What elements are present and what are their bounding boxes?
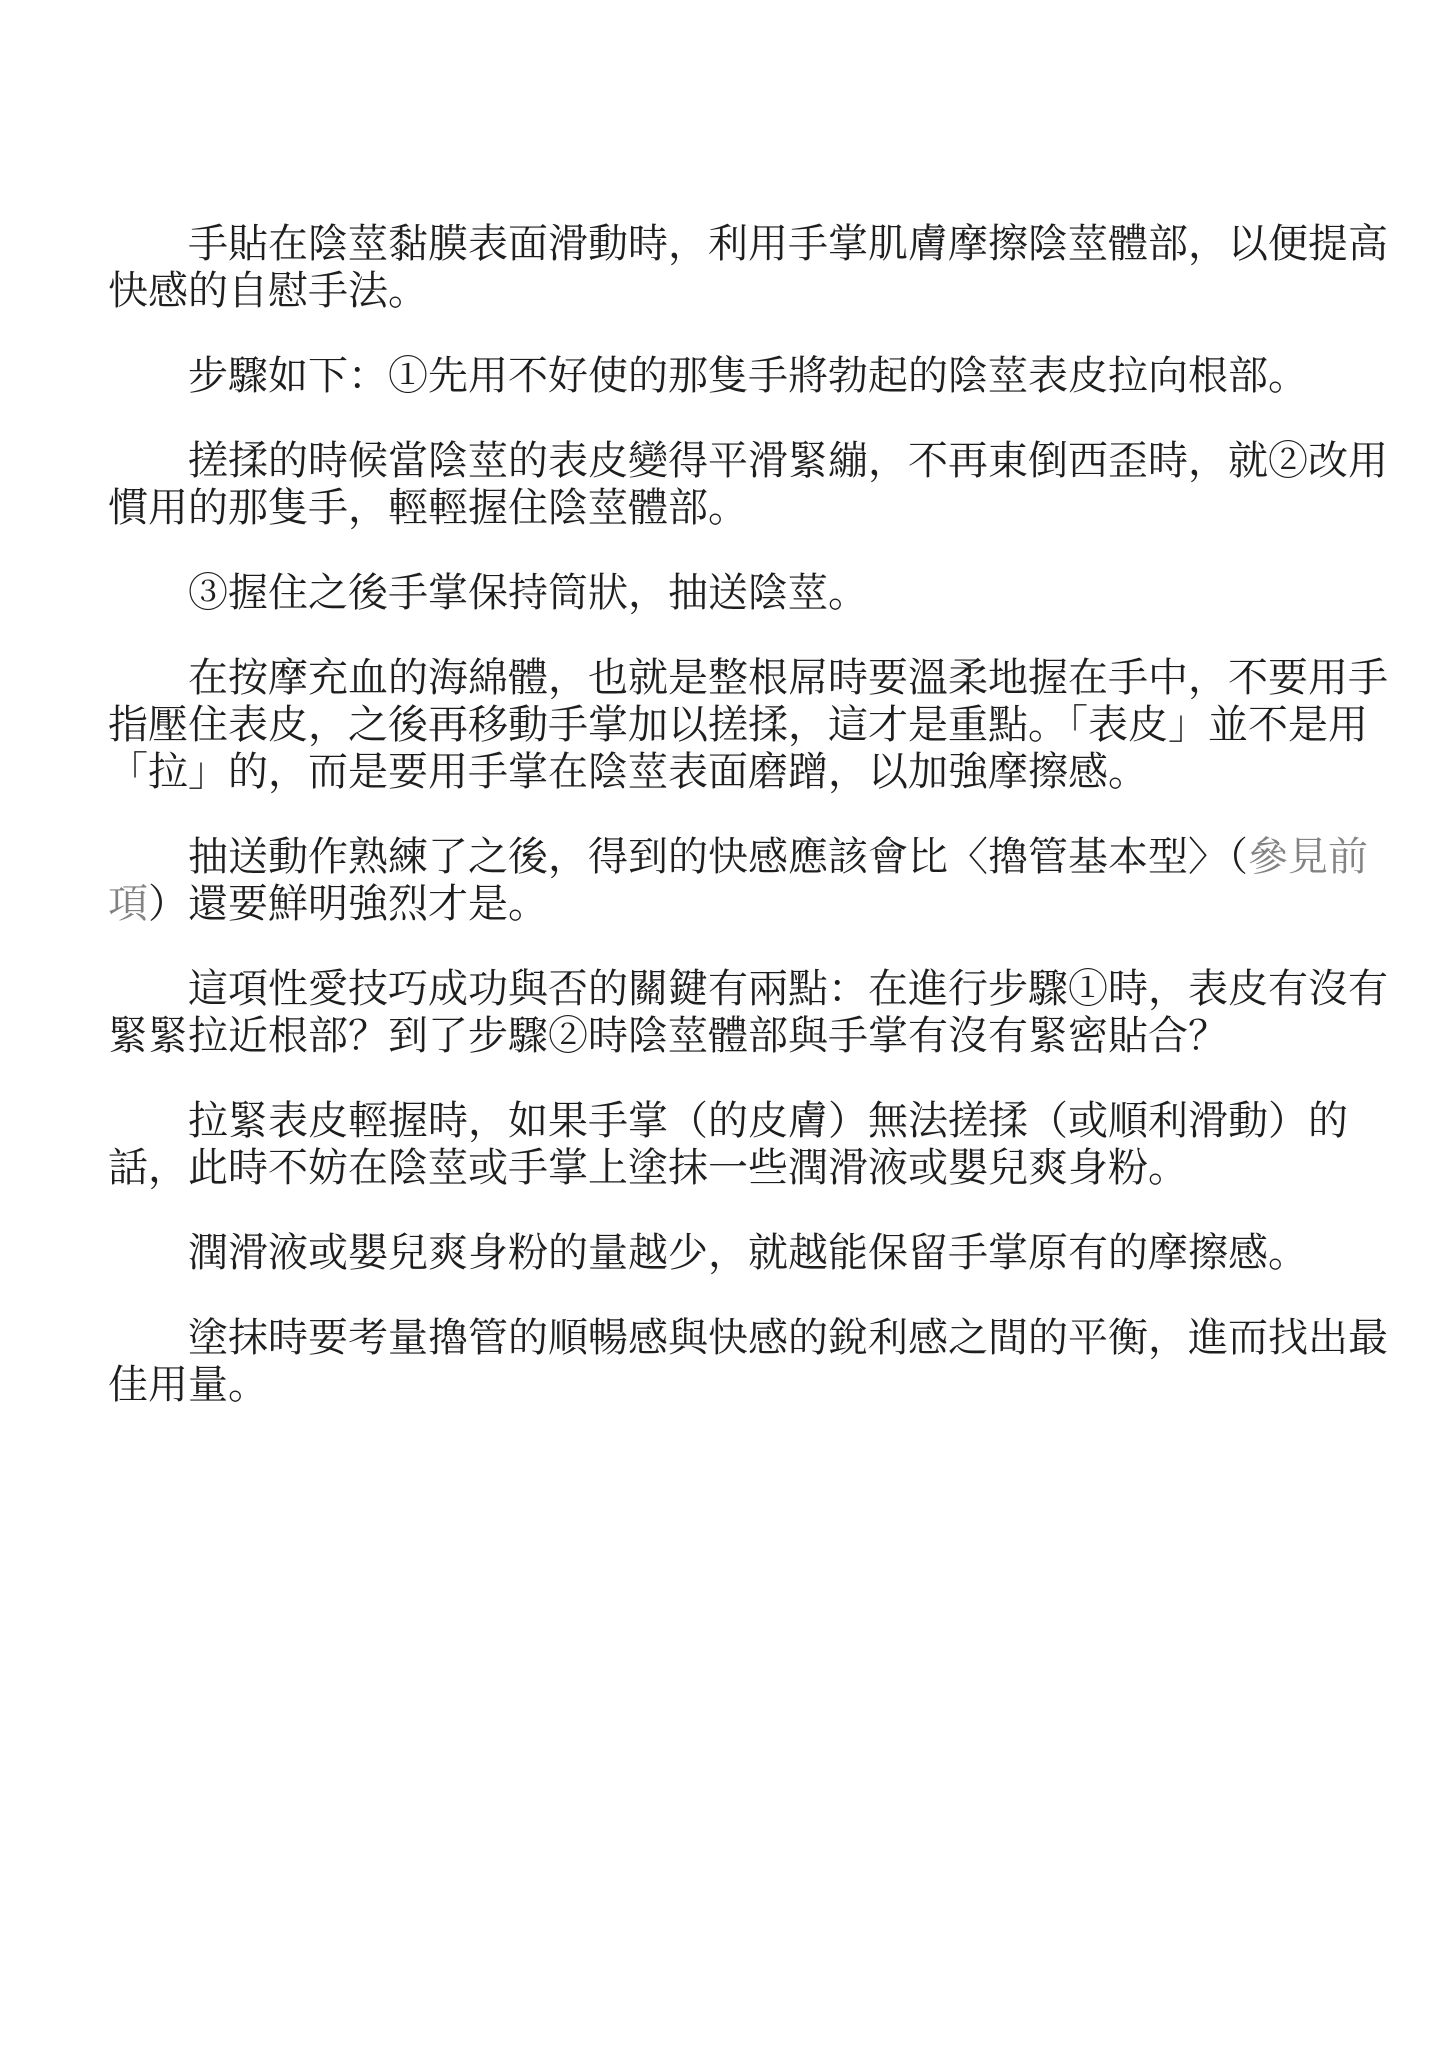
reference-link[interactable]: 參見前項 [108,835,1368,926]
paragraph-text-segment: 在按摩充血的海綿體，也就是整根屌時要溫柔地握在手中，不要用手指壓住表皮，之後再移動手掌加以搓揉，這才是重點。「表皮」並不是用「拉」的，而是要用手掌在陰莖表面磨蹭，以加強摩擦感。 [108,656,1388,794]
paragraph [108,966,1388,1060]
paragraph-text-segment: 拉緊表皮輕握時，如果手掌（的皮膚）無法搓揉（或順利滑動）的話，此時不妨在陰莖或手掌上塗抹一些潤滑液或嬰兒爽身粉。 [108,1099,1348,1190]
text-content [108,221,1388,1409]
paragraph-text-segment: ）還要鮮明強烈才是。 [148,882,548,926]
paragraph-text-segment: 步驟如下：①先用不好使的那隻手將勃起的陰莖表皮拉向根部。 [188,354,1308,398]
paragraph-text-segment: 這項性愛技巧成功與否的關鍵有兩點：在進行步驟①時，表皮有沒有緊緊拉近根部？到了步驟②時陰莖體部與手掌有沒有緊密貼合？ [108,967,1388,1058]
paragraph [108,1315,1388,1409]
paragraph-text-segment: 塗抹時要考量擼管的順暢感與快感的銳利感之間的平衡，進而找出最佳用量。 [108,1316,1388,1407]
paragraph [108,655,1388,796]
paragraph-text-segment: 手貼在陰莖黏膜表面滑動時，利用手掌肌膚摩擦陰莖體部，以便提高快感的自慰手法。 [108,222,1388,313]
paragraph [108,353,1388,400]
paragraph-text-segment: ③握住之後手掌保持筒狀，抽送陰莖。 [188,571,868,615]
paragraph [108,834,1388,928]
paragraph-text-segment: 搓揉的時候當陰莖的表皮變得平滑緊繃，不再東倒西歪時，就②改用慣用的那隻手，輕輕握住陰莖體部。 [108,439,1388,530]
paragraph [108,221,1388,315]
paragraph [108,438,1388,532]
paragraph [108,570,1388,617]
paragraph-text-segment: 潤滑液或嬰兒爽身粉的量越少，就越能保留手掌原有的摩擦感。 [188,1231,1308,1275]
paragraph-text-segment: 抽送動作熟練了之後，得到的快感應該會比〈擼管基本型〉（ [188,835,1248,879]
paragraph [108,1230,1388,1277]
paragraph [108,1098,1388,1192]
